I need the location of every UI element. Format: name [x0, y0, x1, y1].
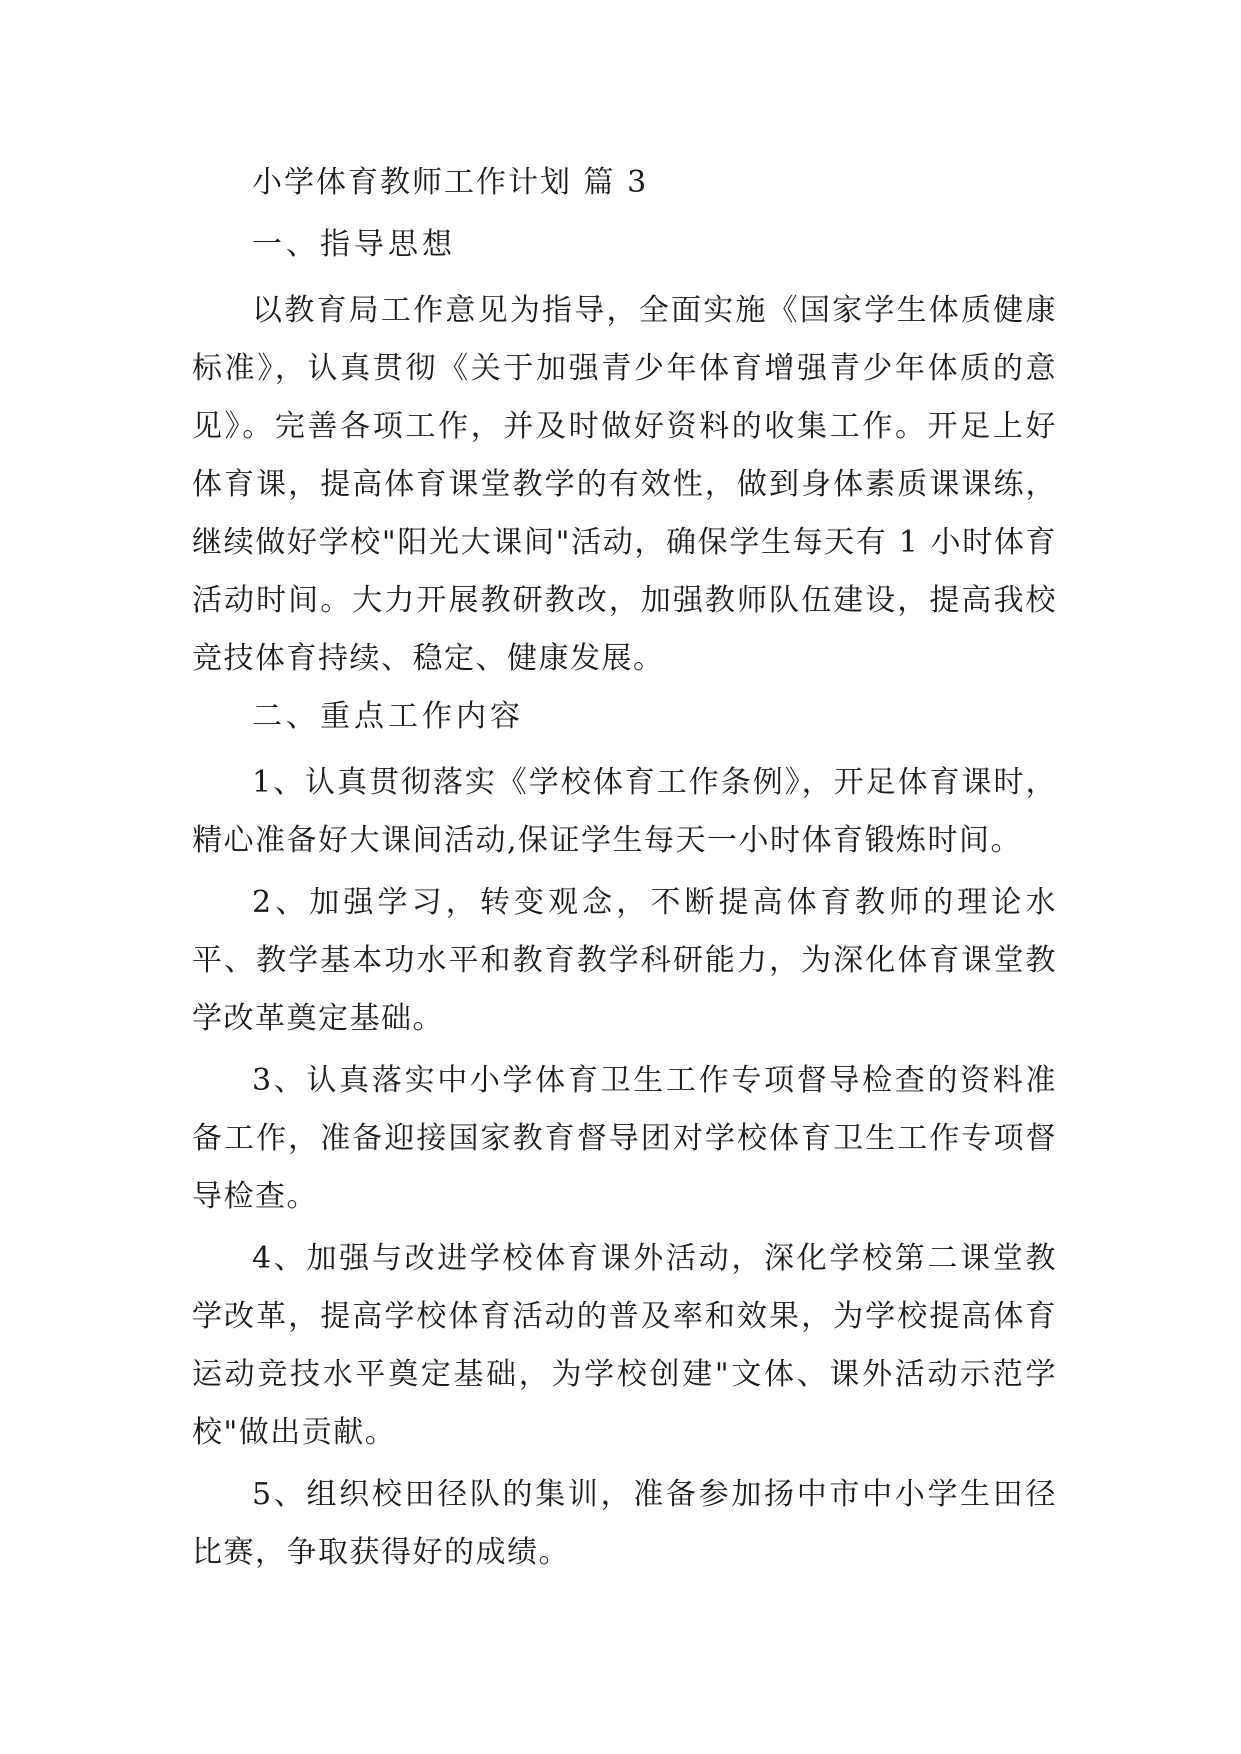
list-item-4: 4、加强与改进学校体育课外活动，深化学校第二课堂教学改革，提高学校体育活动的普及率和效果，为学校提高体育运动竞技水平奠定基础，为学校创建"文体、课外活动示范学校"做出贡献。 [192, 1241, 1057, 1450]
list-item-1: 1、认真贯彻落实《学校体育工作条例》，开足体育课时，精心准备好大课间活动,保证学生每天一小时体育锻炼时间。 [192, 765, 1057, 858]
document-body [192, 158, 1057, 1586]
list-item-3: 3、认真落实中小学体育卫生工作专项督导检查的资料准备工作，准备迎接国家教育督导团对学校体育卫生工作专项督导检查。 [192, 1063, 1057, 1214]
document-title: 小学体育教师工作计划 篇 3 [252, 165, 649, 200]
section-heading-key-work: 二、重点工作内容 [252, 699, 524, 734]
list-item-5: 5、组织校田径队的集训，准备参加扬中市中小学生田径比赛，争取获得好的成绩。 [192, 1477, 1057, 1570]
section-heading-guiding-ideology: 一、指导思想 [252, 227, 456, 262]
list-item-2: 2、加强学习，转变观念，不断提高体育教师的理论水平、教学基本功水平和教育教学科研能力，为深化体育课堂教学改革奠定基础。 [192, 885, 1057, 1036]
paragraph-guiding-ideology: 以教育局工作意见为指导，全面实施《国家学生体质健康标准》，认真贯彻《关于加强青少年体育增强青少年体质的意见》。完善各项工作，并及时做好资料的收集工作。开足上好体育课，提高体育课堂教学的有效性，做到身体素质课课练，继续做好学校"阳光大课间"活动，确保学生每天有 1 小时体育活动时间。大力开展教研教改，加强教师队伍建设，提高我校竞技体育持续、稳定、健康发展。 [192, 293, 1057, 676]
